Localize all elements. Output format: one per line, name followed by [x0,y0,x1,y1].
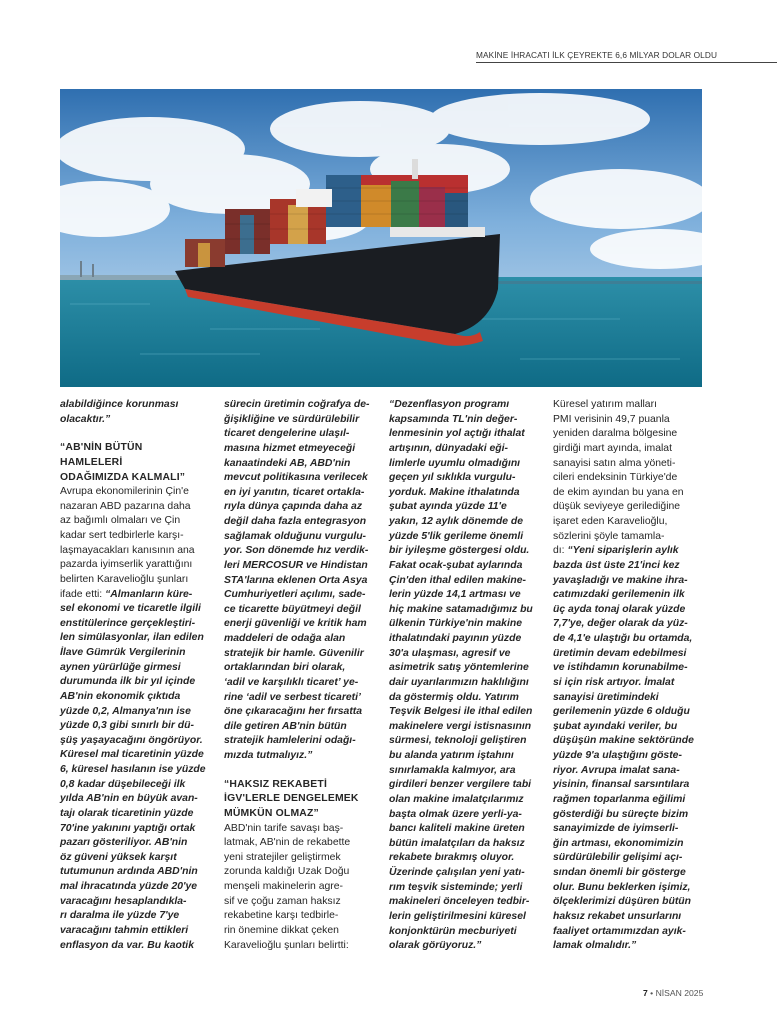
container-ship-photo [60,89,702,387]
running-header: MAKİNE İHRACATI İLK ÇEYREKTE 6,6 MİLYAR DOLAR OLDU [476,50,718,60]
subheading: “AB'NİN BÜTÜN HAMLELERİ ODAĞIMIZDA KALMALI” [60,442,186,483]
paragraph [60,485,210,953]
page-number: 7 [643,988,648,998]
text-column-4 [553,398,703,954]
header-rule [476,62,777,63]
quote-text: “Almanların küre- sel ekonomi ve ticaretle ilgili enstitülerince gerçekleştiri- len simülasyonlar, ilan edilen İlave Gümrük Vergilerinin aynen yürürlüğe girmesi durumunda ilk bir yıl içinde AB'nin ekonomik çıktıda yüzde 0,2, Almanya'nın ise yüzde 0,3 gibi sınırlı bir dü- şüş yaşayacağını öngörüyor. Küresel mal ticaretinin yüzde 6, küresel hasılanın ise yüzde 0,8 kadar düşebileceği ilk yılda AB'nin en büyük avan- tajı olarak ticaretinin yüzde 70'ine yakınını yaptığı ortak pazarı gösteriliyor. AB'nin öz güveni yüksek karşıt tutumunun ardında ABD'nin mal ihracatında yüzde 20'ye varacağını hesaplandıkla- rı daralma ile yüzde 7'ye varacağını tahmin ettikleri enflasyon da var. Bu kaotik [60,588,206,951]
footer-separator: • [647,988,656,998]
paragraph [553,398,703,954]
quote-text: “Yeni siparişlerin aylık bazda üst üste 21'inci kez yavaşladığı ve makine ihra- catımızdaki gerilemenin ilk üç ayda tonaj olarak yüzde 7,7'ye, değer olarak da yüz- de 4,1'e ulaştığı bu ortamda, üretimin devam edebilmesi ve istihdamın korunabilme- si için risk artıyor. İmalat sanayisi üretimindeki gerilemenin yüzde 6 olduğu şubat ayındaki veriler, bu düşüşün makine sektöründe yüzde 9'a ulaştığını göste- riyor. Avrupa imalat sana- yisinin, finansal sarsıntılara rağmen toparlanma eğilimi gösterdiği bu süreçte bizim sanayimizde de iyimserli- ğin artması, ekonomimizin sürdürülebilir gelişimi açı- sından önemli bir gösterge olur. Bunu beklerken işimiz, ölçeklerimizi düşüren bütün haksız rekabet unsurlarını faaliyet ortamımızdan ayık- lamak olmalıdır.” [553,545,694,952]
page-footer [643,988,703,998]
paragraph-text: Avrupa ekonomilerinin Çin'e nazaran ABD pazarına daha az bağımlı olmaları ve Çin kadar sert tedbirlerle karşı- laşmayacakları kanısının ana pazarda iyimserlik yarattığını belirten Karavelioğlu şunları ifade etti: [60,486,195,600]
paragraph-text: Küresel yatırım malları PMI verisinin 49,7 puanla yeniden daralma bölgesine girdiği mart ayında, imalat sanayisi satın alma yöneti- cileri endeksinin Türkiye'de de ekim ayından bu yana en düşük seviyeye gerilediğine işaret eden Karavelioğlu, sözlerini şöyle tamamla- dı: [553,399,684,557]
paragraph: alabildiğince korunması olacaktır.” [60,399,179,425]
paragraph: ABD'nin tarife savaşı baş- latmak, AB'nin de rekabette yeni stratejiler geliştirmek zorunda kaldığı Uzak Doğu menşeli makinelerin agre- sif ve çoğu zaman haksız rekabetine karşı tedbirle- rin önemine dikkat çeken Karavelioğlu şunları belirtti: [224,822,351,951]
subheading: “HAKSIZ REKABETİ İGV'LERLE DENGELEMEK MÜMKÜN OLMAZ” [224,778,359,819]
text-column-1 [60,398,210,953]
text-column-3 [389,398,539,954]
quote-text: sürecin üretimin coğrafya de- ğişikliğine ve sürdürülebilir ticaret dengelerine ulaşıl- masına hizmet etmeyeceği kanaatindeki AB, ABD'nin mevcut politikasına verilecek en iyi yanıtın, ticaret ortakla- rıyla dünya çapında daha az değil daha fazla entegrasyon sağlamak olduğunu vurgulu- yor. Son dönemde hız verdik- leri MERCOSUR ve Hindistan STA'larına eklenen Orta Asya Cumhuriyetleri açılımı, sade- ce ticarette büyütmeyi değil enerji güvenliği ve kritik ham maddeleri de odağa alan stratejik bir hamle. Güvenilir ortaklarından biri olarak, ‘adil ve karşılıklı ticaret’ ye- rine ‘adil ve serbest ticareti’ öne çıkaracağını her fırsatta dile getiren AB'nin bütün stratejik hamlelerini odağı- mızda tutmalıyız.” [224,399,370,761]
issue-date: NİSAN 2025 [655,988,704,998]
text-column-2 [224,398,374,953]
quote-text: “Dezenflasyon programı kapsamında TL'nin değer- lenmesinin yol açtığı ithalat artışının, dünyadaki eği- limlerle uyumlu olmadığını geçen yıl sıklıkla vurgulu- yorduk. Makine ithalatında şubat ayında yüzde 11'e yakın, 12 aylık dönemde de yüzde 5'lik gerileme önemli bir iyileşme göstergesi oldu. Fakat ocak-şubat aylarında Çin'den ithal edilen makine- lerin yüzde 14,1 artması ve hiç makine satamadığımız bu ülkenin Türkiye'nin makine ithalatındaki payının yüzde 30'a ulaşması, agresif ve asimetrik satış yöntemlerine dair uyarılarımızın haklılığını da göstermiş oldu. Yatırım Teşvik Belgesi ile ithal edilen makinelere vergi istisnasının sürmesi, teknoloji geliştiren bu alanda yatırım iştahını sınırlamakla kalmıyor, ara girdileri benzer vergilere tabi olan makine imalatçılarımız başta olmak üzere yerli-ya- bancı kaliteli makine üreten bütün imalatçıları da haksız rekabete bırakmış oluyor. Üzerinde çalışılan yeni yatı- rım teşvik sisteminde; yerli makineleri önceleyen tedbir- lerin geliştirilmesini küresel konjonktürün mecburiyeti olarak görüyoruz.” [389,399,533,952]
